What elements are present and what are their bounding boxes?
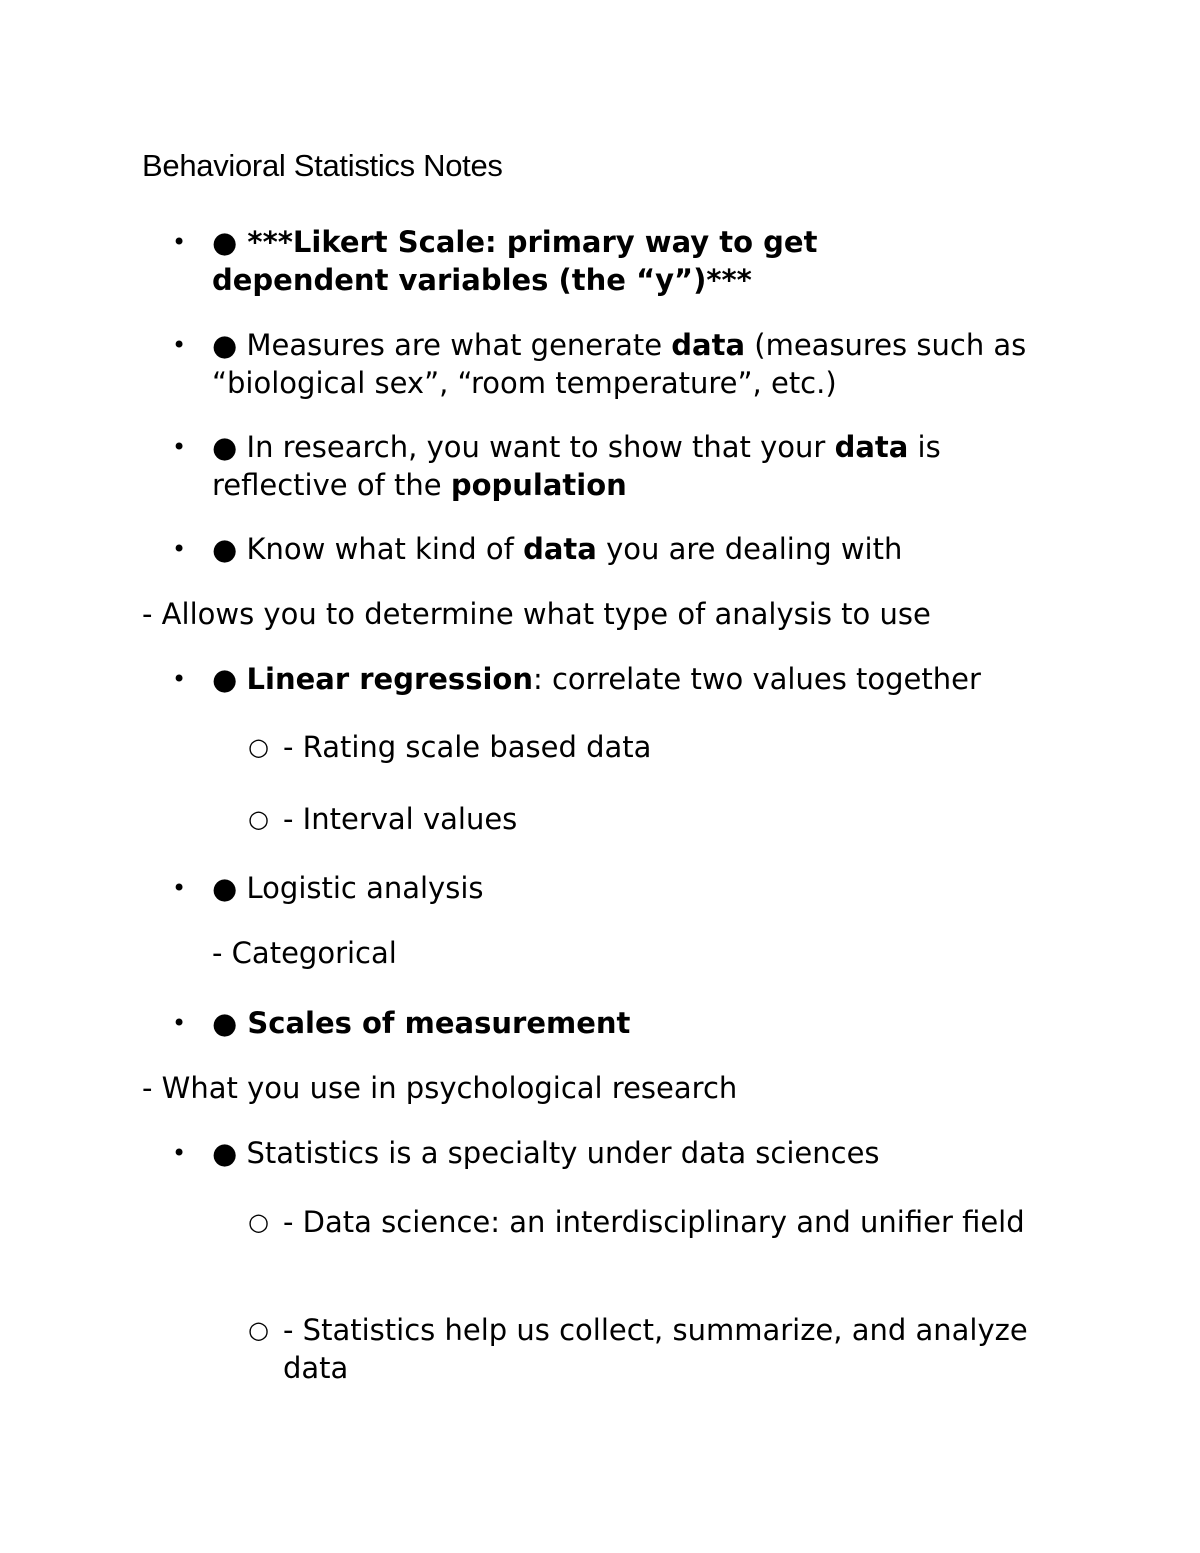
allows-text: - Allows you to determine what type of analysis to use (142, 597, 931, 631)
data-science-text: - Data science: an interdisciplinary and unifier field (283, 1205, 1025, 1239)
bullet-marker: • (172, 331, 187, 359)
know-text: ● Know what kind of data you are dealing with (212, 532, 903, 566)
circle-marker: ○ (248, 733, 269, 761)
interval-text: - Interval values (283, 802, 518, 836)
scales-text: ● Scales of measurement (212, 1006, 631, 1040)
likert-line-2: dependent variables (the “y”)*** (212, 263, 752, 297)
bullet-marker: • (172, 228, 187, 256)
stats-help-text: - Statistics help us collect, summarize, and analyze data (283, 1313, 1028, 1385)
bullet-marker: • (172, 433, 187, 461)
bullet-marker: • (172, 665, 187, 693)
what-you-use-text: - What you use in psychological research (142, 1071, 738, 1105)
page-title: Behavioral Statistics Notes (142, 148, 503, 183)
circle-marker: ○ (248, 1316, 269, 1344)
rating-text: - Rating scale based data (283, 730, 652, 764)
measures-text: ● Measures are what generate data (measures such as “biological sex”, “room temperature”, etc.) (212, 328, 1027, 400)
research-text: ● In research, you want to show that your data is reflective of the population (212, 430, 941, 502)
bullet-marker: • (172, 535, 187, 563)
logistic-text: ● Logistic analysis (212, 871, 484, 905)
linear-text: ● Linear regression: correlate two values together (212, 662, 981, 696)
statistics-text: ● Statistics is a specialty under data sciences (212, 1136, 880, 1170)
categorical-text: - Categorical (212, 936, 397, 970)
bullet-marker: • (172, 1139, 187, 1167)
likert-line-1: ● ***Likert Scale: primary way to get (212, 225, 818, 259)
circle-marker: ○ (248, 1208, 269, 1236)
bullet-marker: • (172, 874, 187, 902)
circle-marker: ○ (248, 805, 269, 833)
bullet-marker: • (172, 1009, 187, 1037)
